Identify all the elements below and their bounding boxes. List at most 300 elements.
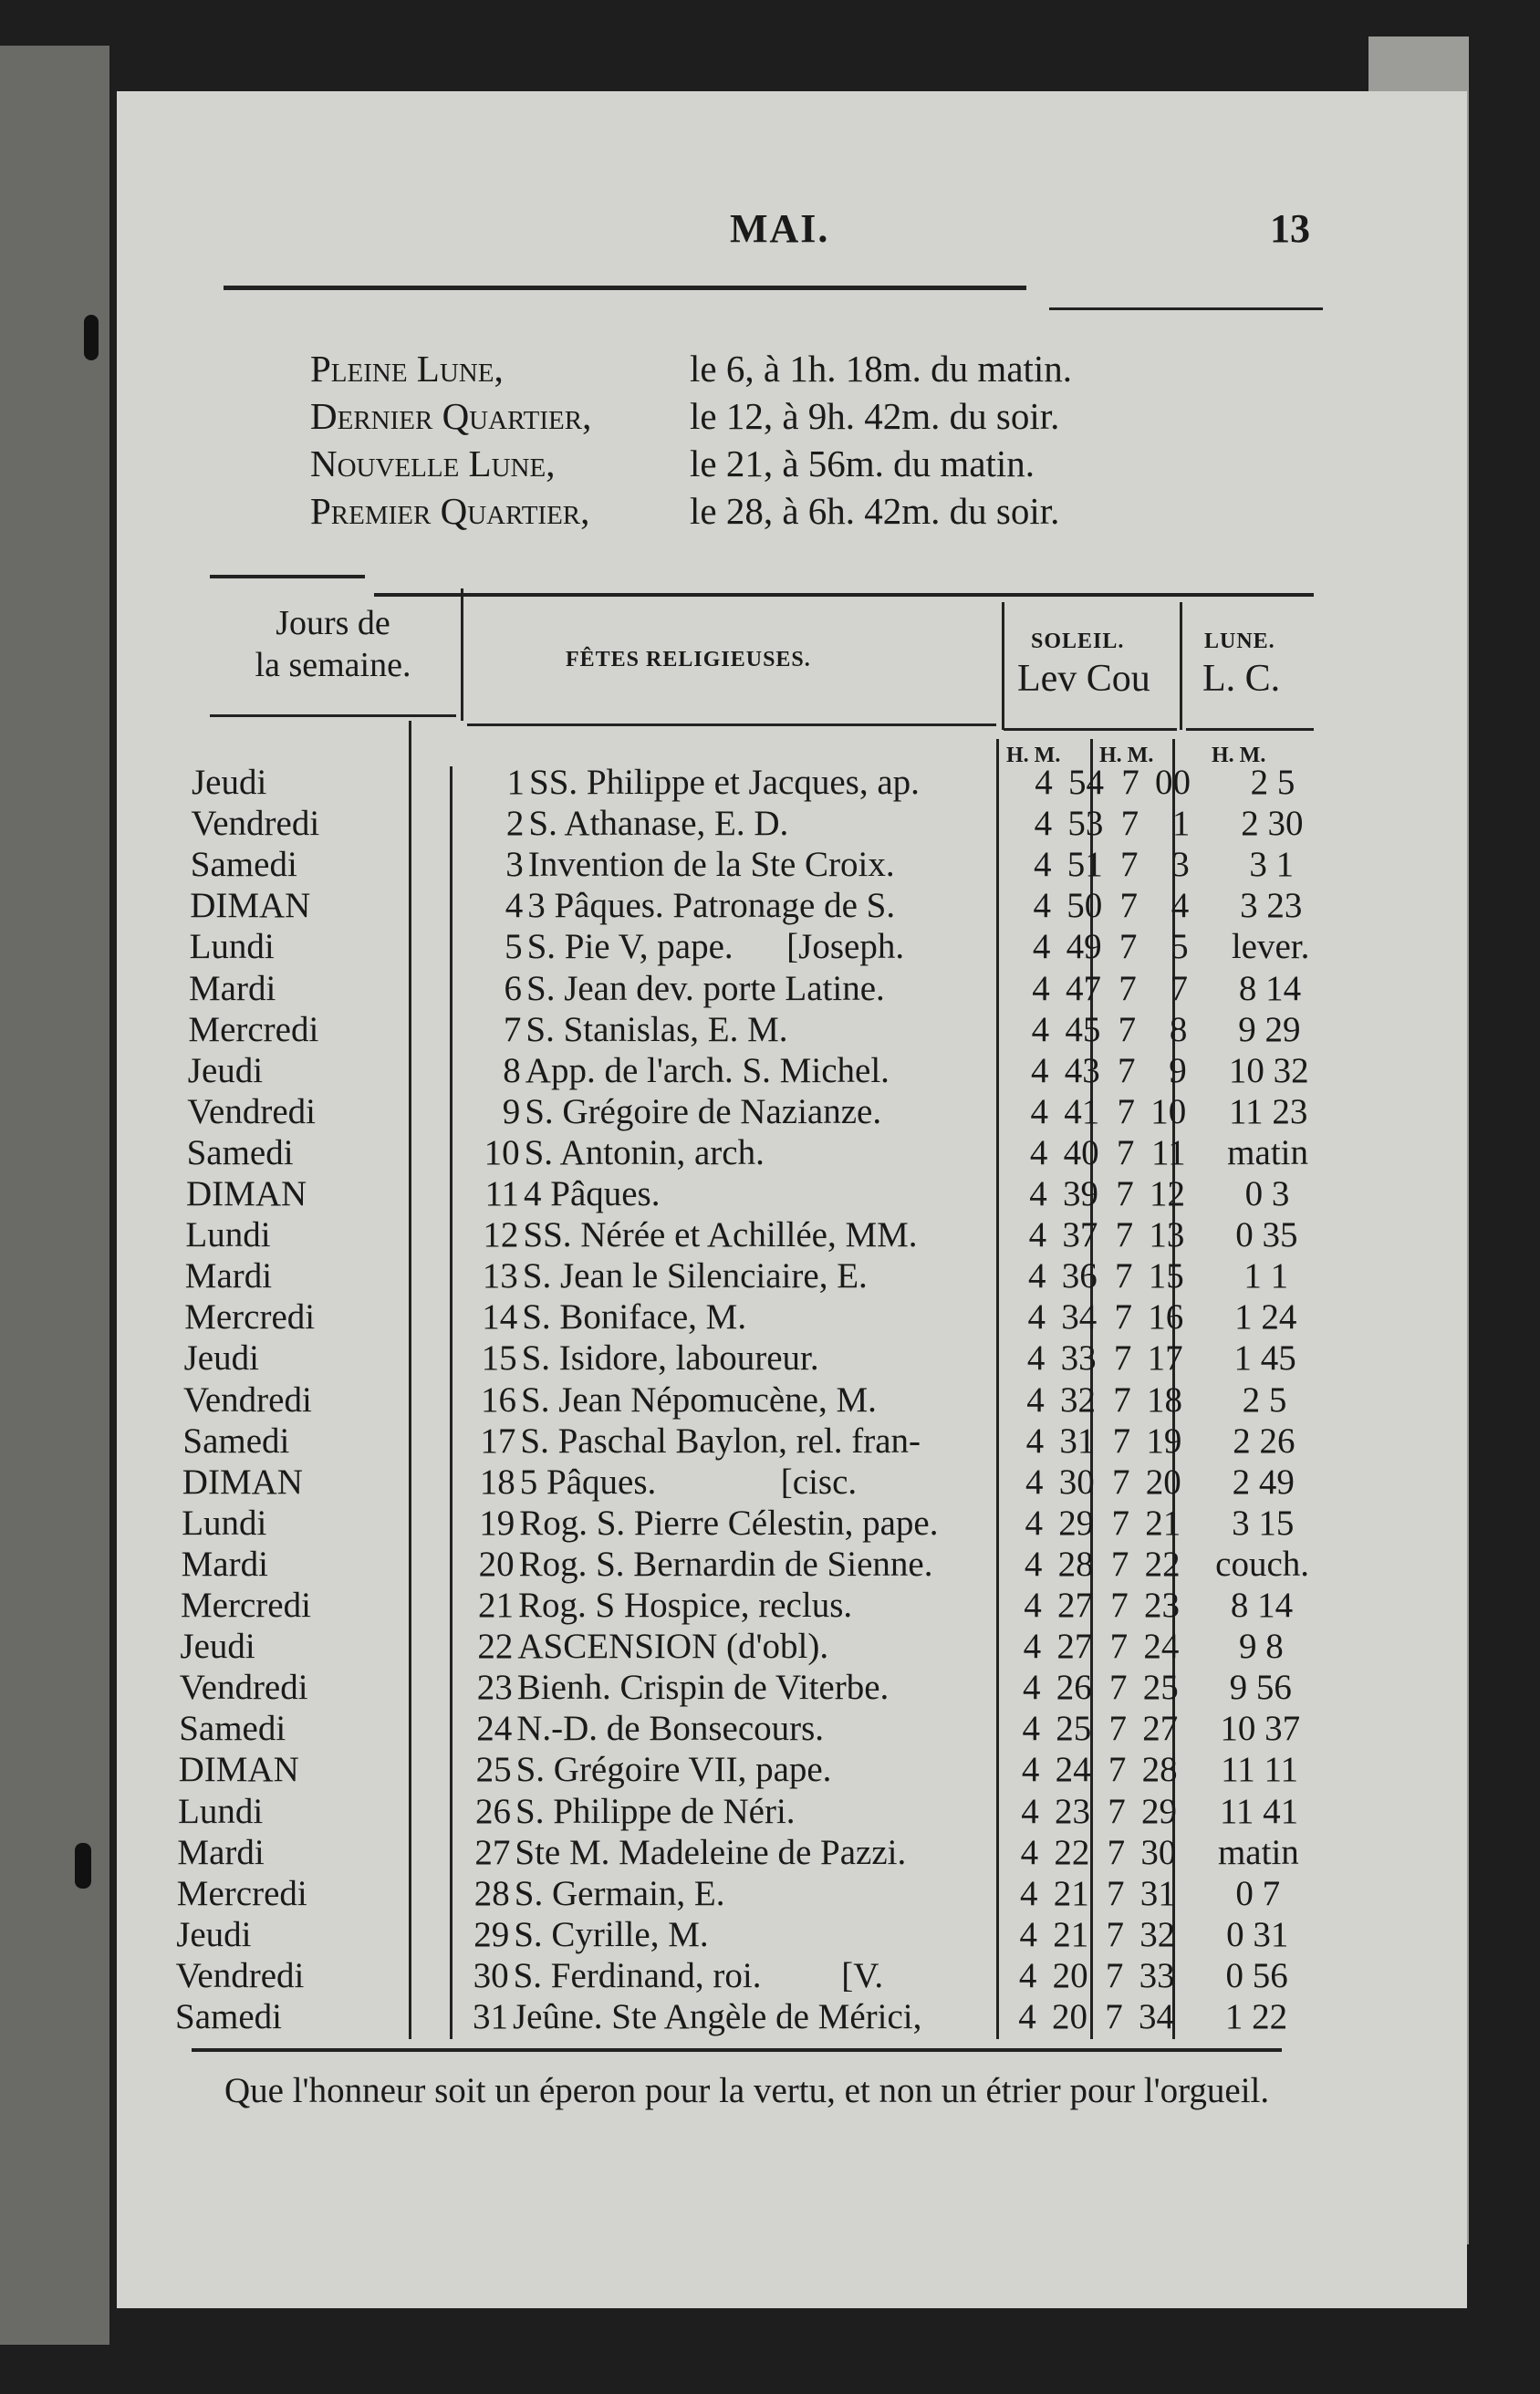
day-number: 14 bbox=[482, 1297, 518, 1338]
moon-time: 2 49 bbox=[1232, 1462, 1295, 1502]
col-head-soleil: SOLEIL. bbox=[1031, 630, 1125, 653]
sunset-minute: 25 bbox=[1142, 1668, 1179, 1708]
sunset-hour: 7 bbox=[1111, 1503, 1129, 1543]
sunset-hour: 7 bbox=[1120, 804, 1139, 844]
table-row bbox=[187, 1091, 1337, 1132]
moon-time: 10 32 bbox=[1228, 1050, 1309, 1090]
sunrise-minute: 45 bbox=[1065, 1009, 1101, 1049]
sunrise-minute: 50 bbox=[1067, 886, 1103, 926]
sunrise-minute: 27 bbox=[1057, 1586, 1093, 1625]
sunset-hour: 7 bbox=[1110, 1544, 1129, 1584]
sunrise-minute: 36 bbox=[1061, 1256, 1098, 1296]
table-row bbox=[182, 1462, 1332, 1503]
sunset-minute: 34 bbox=[1139, 1997, 1174, 2036]
day-number: 27 bbox=[474, 1832, 511, 1872]
sunset-minute: 29 bbox=[1141, 1791, 1177, 1831]
sunrise-minute: 32 bbox=[1060, 1379, 1096, 1420]
day-name: Vendredi bbox=[183, 1379, 312, 1420]
sunset-hour: 7 bbox=[1109, 1668, 1128, 1708]
moon-time: 3 15 bbox=[1232, 1503, 1295, 1543]
phase-text-first: le 28, à 6h. 42m. du soir. bbox=[690, 490, 1060, 532]
sunset-minute: 21 bbox=[1145, 1503, 1181, 1543]
day-name: Mardi bbox=[184, 1256, 273, 1296]
sunset-minute: 18 bbox=[1147, 1379, 1182, 1420]
day-number: 13 bbox=[482, 1256, 518, 1296]
table-row bbox=[179, 1749, 1328, 1790]
day-number: 3 bbox=[505, 845, 524, 885]
moon-time: 2 5 bbox=[1242, 1379, 1287, 1420]
sunset-minute: 24 bbox=[1143, 1627, 1180, 1667]
table-row bbox=[183, 1379, 1333, 1421]
sunset-minute: 17 bbox=[1147, 1338, 1183, 1379]
table-row bbox=[182, 1503, 1331, 1544]
sunrise-minute: 31 bbox=[1059, 1421, 1096, 1461]
sunset-minute: 1 bbox=[1171, 804, 1191, 844]
sunrise-hour: 4 bbox=[1019, 1914, 1037, 1954]
sunrise-minute: 20 bbox=[1052, 1955, 1088, 1995]
fete-name: 3 Pâques. Patronage de S. bbox=[527, 886, 896, 926]
fete-name: S. Paschal Baylon, rel. fran- bbox=[520, 1421, 921, 1461]
sunset-hour: 7 bbox=[1112, 1462, 1130, 1502]
fete-name: S. Stanislas, E. M. bbox=[525, 1009, 788, 1049]
sunset-hour: 7 bbox=[1109, 1627, 1129, 1667]
sunrise-minute: 34 bbox=[1061, 1297, 1098, 1338]
moon-time: 11 23 bbox=[1229, 1091, 1308, 1131]
fete-name: Ste M. Madeleine de Pazzi. bbox=[515, 1832, 907, 1872]
sunrise-minute: 23 bbox=[1055, 1791, 1090, 1831]
sunrise-minute: 33 bbox=[1060, 1338, 1097, 1379]
table-row bbox=[179, 1708, 1328, 1749]
day-number: 29 bbox=[473, 1914, 510, 1954]
fete-name: Rog. S. Pierre Célestin, pape. bbox=[519, 1503, 939, 1543]
fete-name: S. Boniface, M. bbox=[522, 1297, 747, 1338]
sunset-minute: 7 bbox=[1170, 968, 1188, 1008]
fete-name: Rog. S Hospice, reclus. bbox=[518, 1586, 853, 1625]
day-number: 25 bbox=[475, 1750, 512, 1790]
sunset-minute: 28 bbox=[1141, 1750, 1178, 1790]
sunset-hour: 7 bbox=[1108, 1709, 1127, 1749]
sunrise-minute: 28 bbox=[1057, 1544, 1094, 1584]
vsep-head-3 bbox=[1180, 602, 1182, 730]
day-number: 28 bbox=[473, 1873, 510, 1913]
day-name: Lundi bbox=[189, 927, 275, 967]
moon-time: 2 5 bbox=[1250, 763, 1295, 802]
sunset-hour: 7 bbox=[1108, 1791, 1126, 1831]
motto: Que l'honneur soit un éperon pour la vertu, et non un étrier pour l'orgueil. bbox=[224, 2071, 1270, 2110]
sunrise-minute: 24 bbox=[1055, 1750, 1091, 1790]
sunrise-hour: 4 bbox=[1034, 845, 1052, 885]
sunset-hour: 7 bbox=[1119, 886, 1138, 926]
day-number: 5 bbox=[505, 927, 523, 967]
sunset-minute: 4 bbox=[1171, 886, 1190, 926]
day-name: DIMAN bbox=[182, 1462, 303, 1502]
moon-time: 0 35 bbox=[1235, 1215, 1298, 1255]
day-name: Jeudi bbox=[183, 1338, 259, 1379]
day-number: 24 bbox=[476, 1709, 513, 1749]
sunrise-minute: 41 bbox=[1064, 1091, 1100, 1131]
sunrise-minute: 21 bbox=[1053, 1873, 1089, 1913]
fete-name: S. Jean dev. porte Latine. bbox=[526, 968, 885, 1008]
day-number: 31 bbox=[473, 1997, 508, 2036]
sunset-hour: 7 bbox=[1112, 1421, 1131, 1461]
table-row bbox=[190, 885, 1339, 926]
day-number: 18 bbox=[479, 1462, 515, 1502]
sunset-hour: 7 bbox=[1107, 1832, 1126, 1872]
fete-name: 4 Pâques. bbox=[524, 1174, 661, 1213]
table-row bbox=[191, 803, 1340, 844]
table-row bbox=[186, 1173, 1336, 1214]
table-row bbox=[177, 1832, 1327, 1873]
month-title: MAI. bbox=[730, 206, 830, 251]
sunset-hour: 7 bbox=[1114, 1297, 1132, 1338]
sunset-hour: 7 bbox=[1121, 763, 1139, 802]
day-number: 9 bbox=[502, 1091, 521, 1131]
moon-time: couch. bbox=[1215, 1544, 1310, 1584]
sunrise-minute: 39 bbox=[1063, 1174, 1098, 1213]
sunset-hour: 7 bbox=[1115, 1256, 1133, 1296]
sunset-minute: 23 bbox=[1144, 1586, 1180, 1625]
sunset-hour: 7 bbox=[1117, 1091, 1135, 1131]
moon-time: lever. bbox=[1231, 927, 1310, 967]
sunrise-hour: 4 bbox=[1028, 1256, 1046, 1296]
moon-time: 0 3 bbox=[1244, 1174, 1290, 1213]
day-name: Mercredi bbox=[176, 1873, 307, 1913]
day-number: 7 bbox=[503, 1009, 522, 1049]
fete-name: S. Cyrille, M. bbox=[514, 1914, 709, 1954]
sunrise-hour: 4 bbox=[1031, 1009, 1050, 1049]
moon-time: 1 1 bbox=[1243, 1256, 1289, 1296]
sunrise-minute: 30 bbox=[1058, 1462, 1095, 1502]
sunrise-minute: 21 bbox=[1053, 1914, 1089, 1954]
sunset-minute: 11 bbox=[1151, 1132, 1186, 1172]
sunset-hour: 7 bbox=[1116, 1132, 1135, 1172]
table-row bbox=[176, 1914, 1326, 1955]
day-number: 10 bbox=[484, 1132, 520, 1172]
sunrise-minute: 22 bbox=[1054, 1832, 1090, 1872]
day-name: Vendredi bbox=[179, 1668, 308, 1708]
moon-time: 3 23 bbox=[1240, 886, 1303, 926]
vsep-head-1 bbox=[461, 588, 463, 721]
sunrise-hour: 4 bbox=[1025, 1421, 1045, 1461]
day-name: Lundi bbox=[178, 1791, 264, 1831]
fete-name: S. Germain, E. bbox=[514, 1873, 725, 1913]
day-number: 1 bbox=[506, 763, 525, 802]
sunrise-hour: 4 bbox=[1030, 1091, 1048, 1131]
sunset-minute: 8 bbox=[1169, 1009, 1188, 1049]
binding-hole-bottom bbox=[75, 1843, 91, 1889]
day-name: Jeudi bbox=[180, 1627, 255, 1667]
moon-time: 0 7 bbox=[1235, 1873, 1281, 1913]
sunrise-hour: 4 bbox=[1022, 1709, 1040, 1749]
sunrise-hour: 4 bbox=[1025, 1503, 1043, 1543]
phase-text-full: le 6, à 1h. 18m. du matin. bbox=[690, 348, 1073, 390]
sunrise-minute: 40 bbox=[1063, 1132, 1099, 1172]
col-head-jours-line2: la semaine. bbox=[255, 646, 411, 684]
fete-name: Bienh. Crispin de Viterbe. bbox=[516, 1668, 890, 1708]
day-name: Mardi bbox=[181, 1544, 268, 1584]
day-name: DIMAN bbox=[178, 1750, 299, 1790]
sunset-hour: 7 bbox=[1119, 927, 1138, 967]
sunset-minute: 3 bbox=[1171, 845, 1190, 885]
fete-name: Jeûne. Ste Angèle de Mérici, bbox=[513, 1997, 922, 2036]
day-number: 6 bbox=[504, 968, 522, 1008]
moon-time: 1 24 bbox=[1234, 1297, 1297, 1338]
fete-name: N.-D. de Bonsecours. bbox=[516, 1709, 825, 1749]
moon-time: matin bbox=[1227, 1132, 1308, 1172]
sunrise-hour: 4 bbox=[1024, 1586, 1042, 1625]
fete-name: S. Antonin, arch. bbox=[524, 1132, 765, 1172]
moon-time: 0 31 bbox=[1226, 1914, 1289, 1954]
sunset-hour: 7 bbox=[1116, 1174, 1134, 1213]
sunrise-minute: 47 bbox=[1066, 968, 1101, 1008]
sunset-minute: 27 bbox=[1142, 1709, 1179, 1749]
sunrise-hour: 4 bbox=[1029, 1132, 1048, 1172]
table-row bbox=[189, 968, 1338, 1009]
sunset-minute: 30 bbox=[1140, 1832, 1177, 1872]
sunrise-hour: 4 bbox=[1026, 1379, 1045, 1420]
col-head-fetes: FÊTES RELIGIEUSES. bbox=[566, 648, 811, 671]
fete-name: Invention de la Ste Croix. bbox=[527, 845, 895, 885]
sunrise-hour: 4 bbox=[1024, 1544, 1043, 1584]
sunset-hour: 7 bbox=[1105, 1997, 1123, 2036]
sunset-minute: 00 bbox=[1155, 763, 1191, 802]
day-number: 11 bbox=[484, 1174, 519, 1213]
sunrise-hour: 4 bbox=[1033, 886, 1051, 926]
table-row bbox=[177, 1873, 1327, 1914]
header-rule-right bbox=[1049, 307, 1323, 310]
day-name: Mardi bbox=[189, 968, 276, 1008]
sunset-hour: 7 bbox=[1118, 1050, 1136, 1090]
sunset-minute: 10 bbox=[1150, 1091, 1187, 1131]
day-number: 23 bbox=[476, 1668, 513, 1708]
day-name: Mardi bbox=[177, 1832, 265, 1872]
sunrise-hour: 4 bbox=[1021, 1791, 1039, 1831]
sunset-hour: 7 bbox=[1108, 1750, 1127, 1790]
phase-name-full: Pleine Lune, bbox=[310, 348, 504, 390]
day-name: Lundi bbox=[185, 1215, 271, 1255]
day-number: 2 bbox=[505, 804, 525, 844]
sunrise-minute: 49 bbox=[1066, 927, 1102, 967]
col-head-lune-lc: L. C. bbox=[1202, 658, 1281, 700]
fete-name: App. de l'arch. S. Michel. bbox=[525, 1050, 890, 1090]
day-name: Samedi bbox=[175, 1997, 282, 2036]
day-number: 16 bbox=[481, 1379, 516, 1420]
day-number: 15 bbox=[481, 1338, 517, 1379]
sunset-hour: 7 bbox=[1120, 845, 1139, 885]
sunset-minute: 22 bbox=[1144, 1544, 1181, 1584]
sunset-hour: 7 bbox=[1106, 1914, 1124, 1954]
sunrise-minute: 54 bbox=[1068, 763, 1104, 802]
day-number: 17 bbox=[480, 1421, 516, 1461]
day-number: 8 bbox=[503, 1050, 521, 1090]
phase-name-new: Nouvelle Lune, bbox=[310, 442, 556, 484]
moon-time: 2 26 bbox=[1233, 1421, 1295, 1461]
day-name: Jeudi bbox=[192, 763, 267, 802]
sunset-hour: 7 bbox=[1118, 1009, 1137, 1049]
table-top-rule-right bbox=[374, 593, 1314, 597]
table-top-rule-left bbox=[210, 575, 365, 578]
phase-text-last: le 12, à 9h. 42m. du soir. bbox=[690, 395, 1060, 437]
header-rule-left bbox=[224, 286, 1026, 290]
day-number: 30 bbox=[473, 1955, 509, 1995]
fete-name: ASCENSION (d'obl). bbox=[517, 1627, 829, 1667]
sunset-minute: 5 bbox=[1171, 927, 1189, 967]
moon-time: 9 56 bbox=[1229, 1668, 1292, 1708]
table-row bbox=[178, 1791, 1327, 1832]
phase-name-last: Dernier Quartier, bbox=[310, 395, 592, 437]
day-name: Samedi bbox=[182, 1421, 290, 1461]
phase-name-first: Premier Quartier, bbox=[310, 490, 590, 532]
hm-label-set: H. M. bbox=[1099, 744, 1154, 767]
table-row bbox=[181, 1585, 1330, 1626]
sunset-minute: 20 bbox=[1145, 1462, 1181, 1502]
day-number: 21 bbox=[478, 1586, 514, 1625]
fete-name: S. Ferdinand, roi. [V. bbox=[513, 1955, 884, 1995]
sunrise-hour: 4 bbox=[1020, 1873, 1038, 1913]
sunrise-hour: 4 bbox=[1035, 763, 1053, 802]
fete-name: S. Athanase, E. D. bbox=[528, 804, 789, 844]
day-name: Samedi bbox=[190, 845, 297, 885]
sunrise-hour: 4 bbox=[1034, 804, 1053, 844]
sunrise-hour: 4 bbox=[1031, 1050, 1049, 1090]
table-row bbox=[182, 1544, 1331, 1585]
fete-name: S. Jean Népomucène, M. bbox=[521, 1379, 877, 1420]
table-row bbox=[180, 1626, 1329, 1667]
sunrise-hour: 4 bbox=[1027, 1297, 1046, 1338]
sunrise-hour: 4 bbox=[1020, 1832, 1039, 1872]
sunset-minute: 19 bbox=[1146, 1421, 1182, 1461]
sunrise-hour: 4 bbox=[1021, 1750, 1040, 1790]
moon-time: 1 22 bbox=[1224, 1997, 1288, 2036]
sunset-minute: 15 bbox=[1148, 1256, 1184, 1296]
sunset-minute: 12 bbox=[1150, 1174, 1185, 1213]
sunrise-minute: 53 bbox=[1067, 804, 1104, 844]
moon-time: 1 45 bbox=[1233, 1338, 1296, 1379]
table-row bbox=[185, 1214, 1335, 1255]
sunset-hour: 7 bbox=[1113, 1379, 1131, 1420]
day-name: Vendredi bbox=[175, 1955, 305, 1995]
day-number: 12 bbox=[483, 1215, 519, 1255]
phase-text-new: le 21, à 56m. du matin. bbox=[690, 442, 1035, 484]
table-row bbox=[188, 1009, 1337, 1050]
sunrise-minute: 27 bbox=[1056, 1627, 1093, 1667]
table-row bbox=[184, 1296, 1334, 1338]
head-under-rule-2 bbox=[467, 723, 996, 726]
sunrise-hour: 4 bbox=[1032, 968, 1050, 1008]
sunset-hour: 7 bbox=[1113, 1338, 1132, 1379]
sunrise-hour: 4 bbox=[1018, 1955, 1037, 1995]
col-head-jours-line1: Jours de bbox=[276, 604, 390, 642]
table-row bbox=[176, 1955, 1326, 1996]
fete-name: S. Isidore, laboureur. bbox=[521, 1338, 819, 1379]
head-under-rule-1 bbox=[210, 714, 456, 717]
day-name: Mercredi bbox=[184, 1297, 316, 1338]
page-number: 13 bbox=[1270, 206, 1310, 251]
day-name: Mercredi bbox=[188, 1009, 319, 1049]
sunset-hour: 7 bbox=[1107, 1873, 1125, 1913]
sunrise-hour: 4 bbox=[1018, 1997, 1036, 2036]
day-number: 20 bbox=[478, 1544, 515, 1584]
vsep-head-2 bbox=[1002, 602, 1004, 730]
moon-time: 11 41 bbox=[1219, 1791, 1299, 1831]
table-row bbox=[188, 1050, 1337, 1091]
sunrise-hour: 4 bbox=[1032, 927, 1051, 967]
day-name: DIMAN bbox=[190, 886, 311, 926]
day-number: 22 bbox=[477, 1627, 514, 1667]
fete-name: S. Philippe de Néri. bbox=[515, 1791, 796, 1831]
hm-label-moon: H. M. bbox=[1212, 744, 1266, 767]
table-row bbox=[190, 926, 1339, 967]
day-name: Jeudi bbox=[187, 1050, 264, 1090]
col-head-lev-cou: Lev Cou bbox=[1017, 658, 1150, 700]
sunrise-minute: 37 bbox=[1062, 1215, 1098, 1255]
moon-time: 8 14 bbox=[1230, 1586, 1294, 1625]
sunset-minute: 16 bbox=[1148, 1297, 1184, 1338]
sunset-minute: 32 bbox=[1139, 1914, 1176, 1954]
sunrise-hour: 4 bbox=[1023, 1627, 1042, 1667]
moon-time: 3 1 bbox=[1249, 845, 1295, 885]
sunset-minute: 9 bbox=[1169, 1050, 1187, 1090]
day-name: Jeudi bbox=[176, 1914, 252, 1954]
day-name: Mercredi bbox=[181, 1586, 311, 1625]
sunset-hour: 7 bbox=[1119, 968, 1137, 1008]
head-under-rule-4 bbox=[1186, 728, 1314, 731]
table-row bbox=[191, 844, 1340, 885]
fete-name: S. Pie V, pape. [Joseph. bbox=[526, 927, 905, 967]
sunset-minute: 31 bbox=[1139, 1873, 1176, 1913]
day-number: 4 bbox=[505, 886, 524, 926]
sunset-hour: 7 bbox=[1105, 1955, 1124, 1995]
sunrise-minute: 25 bbox=[1056, 1709, 1092, 1749]
fete-name: SS. Philippe et Jacques, ap. bbox=[529, 763, 920, 802]
day-name: Vendredi bbox=[187, 1091, 316, 1131]
day-name: Vendredi bbox=[191, 804, 320, 844]
day-number: 26 bbox=[475, 1791, 511, 1831]
fete-name: S. Jean le Silenciaire, E. bbox=[522, 1256, 868, 1296]
day-name: Samedi bbox=[179, 1709, 286, 1749]
fete-name: S. Grégoire de Nazianze. bbox=[525, 1091, 882, 1131]
table-row bbox=[180, 1667, 1329, 1708]
moon-time: 9 29 bbox=[1238, 1009, 1301, 1049]
sunrise-hour: 4 bbox=[1028, 1215, 1047, 1255]
sunrise-minute: 51 bbox=[1067, 845, 1103, 885]
table-row bbox=[192, 762, 1341, 803]
sunrise-hour: 4 bbox=[1023, 1668, 1041, 1708]
moon-time: 11 11 bbox=[1221, 1750, 1299, 1790]
moon-time: 2 30 bbox=[1241, 804, 1304, 844]
day-name: DIMAN bbox=[186, 1174, 307, 1213]
table-row bbox=[184, 1338, 1334, 1379]
col-head-lune: LUNE. bbox=[1204, 630, 1275, 653]
sunrise-hour: 4 bbox=[1026, 1338, 1046, 1379]
moon-time: 10 37 bbox=[1220, 1709, 1301, 1749]
table-row bbox=[187, 1132, 1337, 1173]
fete-name: 5 Pâques. [cisc. bbox=[519, 1462, 858, 1502]
sunrise-minute: 43 bbox=[1064, 1050, 1100, 1090]
sunrise-minute: 29 bbox=[1058, 1503, 1095, 1543]
moon-time: matin bbox=[1217, 1832, 1299, 1872]
day-number: 19 bbox=[479, 1503, 515, 1543]
sunset-hour: 7 bbox=[1110, 1586, 1129, 1625]
day-name: Lundi bbox=[182, 1503, 267, 1543]
binding-hole-top bbox=[84, 315, 99, 360]
head-under-rule-3 bbox=[1004, 728, 1177, 731]
fete-name: Rog. S. Bernardin de Sienne. bbox=[518, 1544, 933, 1584]
table-bottom-rule bbox=[192, 2048, 1282, 2052]
table-row bbox=[182, 1421, 1332, 1462]
day-name: Samedi bbox=[186, 1132, 294, 1172]
sunset-minute: 13 bbox=[1149, 1215, 1185, 1255]
